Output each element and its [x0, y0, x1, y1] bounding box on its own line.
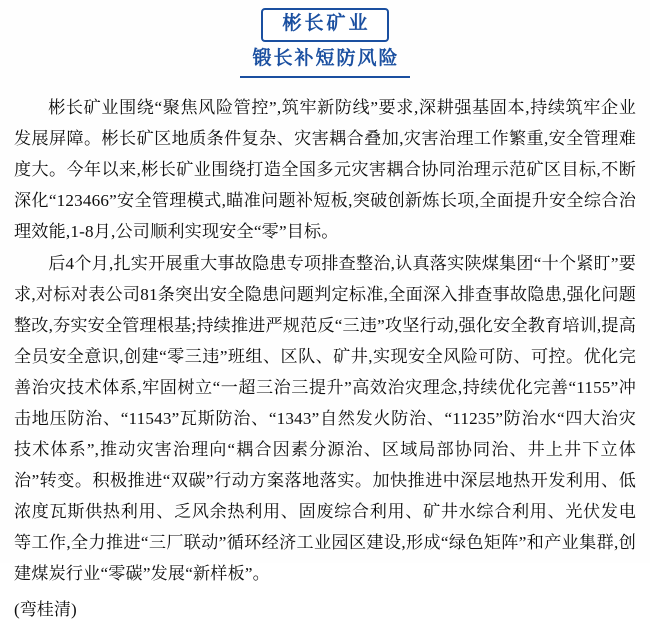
paragraph-2: 后4个月,扎实开展重大事故隐患专项排查整治,认真落实陕煤集团“十个紧盯”要求,对标对表公司81条突出安全隐患问题判定标准,全面深入排查事故隐患,强化问题整改,夯实安全管理根基;持续推进严规范反“三违”攻坚行动,强化安全教育培训,提高全员安全意识,创建“零三违”班组、区队、矿井,实现安全风险可防、可控。优化完善治灾技术体系,牢固树立“一超三治三提升”高效治灾理念,持续优化完善“1155”冲击地压防治、“11543”瓦斯防治、“1343”自然发火防治、“11235”防治水“四大治灾技术体系”,推动灾害治理向“耦合因素分源治、区域局部协同治、井上井下立体治”转变。积极推进“双碳”行动方案落地落实。加快推进中深层地热开发利用、低浓度瓦斯供热利用、乏风余热利用、固废综合利用、矿井水综合利用、光伏发电等工作,全力推进“三厂联动”循环经济工业园区建设,形成“绿色矩阵”和产业集群,创建煤炭行业“零碳”发展“新样板”。 — [14, 253, 636, 583]
document-header — [0, 0, 650, 78]
slogan-badge: 锻长补短防风险 — [240, 48, 409, 78]
company-badge: 彬长矿业 — [261, 8, 388, 42]
paragraph-1: 彬长矿业围绕“聚焦风险管控”,筑牢新防线”要求,深耕强基固本,持续筑牢企业发展屏障。彬长矿区地质条件复杂、灾害耦合叠加,灾害治理工作繁重,安全管理难度大。今年以来,彬长矿业围绕打造全国多元灾害耦合协同治理示范矿区目标,不断深化“123466”安全管理模式,瞄准问题补短板,突破创新炼长项,全面提升安全综合治理效能,1-8月,公司顺利实现安全“零”目标。 — [14, 97, 636, 241]
article-body — [14, 92, 636, 589]
author-signature: (弯桂清) — [14, 599, 77, 619]
